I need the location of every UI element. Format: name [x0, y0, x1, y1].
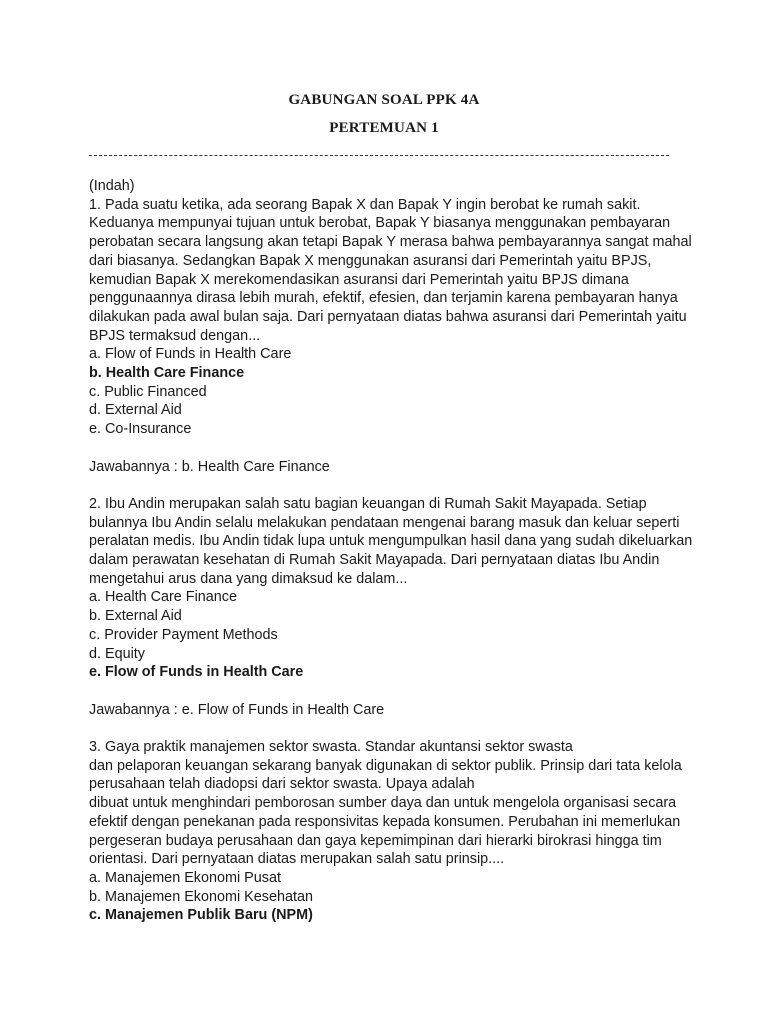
q3-option-a: a. Manajemen Ekonomi Pusat [89, 869, 281, 886]
q1-text-line: kemudian Bapak X merekomendasikan asuransi dari Pemerintah yaitu BPJS dimana [89, 271, 629, 288]
q3-text-line: orientasi. Dari pernyataan diatas merupakan salah satu prinsip.... [89, 851, 505, 868]
q2-option-d: d. Equity [89, 645, 145, 662]
q3-text-line: pergeseran budaya perusahaan dan gaya kepemimpinan dari hierarki birokrasi hingga tim [89, 832, 662, 849]
q2-text-line: dalam perawatan kesehatan di Rumah Sakit Mayapada. Dari pernyataan diatas Ibu Andin [89, 552, 660, 569]
dashed-divider [89, 155, 669, 157]
q1-text-line: 1. Pada suatu ketika, ada seorang Bapak X dan Bapak Y ingin berobat ke rumah sakit. [89, 196, 641, 213]
q2-text-line: peralatan medis. Ibu Andin tidak lupa untuk mengumpulkan hasil dana yang sudah dikeluarkan [89, 533, 693, 550]
q1-option-d: d. External Aid [89, 402, 182, 419]
q1-text-line: BPJS termaksud dengan... [89, 327, 261, 344]
q1-text-line: dari biasanya. Sedangkan Bapak X menggunakan asuransi dari Pemerintah yaitu BPJS, [89, 252, 652, 269]
q3-text-line: dibuat untuk menghindari pemborosan sumber daya dan untuk mengelola organisasi secara [89, 795, 677, 812]
q3-text-line: dan pelaporan keuangan sekarang banyak digunakan di sektor publik. Prinsip dari tata kelola [89, 757, 682, 774]
document-title: GABUNGAN SOAL PPK 4A [288, 92, 480, 108]
q3-text-line: perusahaan telah diadopsi dari sektor swasta. Upaya adalah [89, 776, 475, 793]
q1-text-line: penggunaannya dirasa lebih murah, efektif, efesien, dan terjamin karena pembayaran hanya [89, 290, 678, 307]
q2-option-a: a. Health Care Finance [89, 589, 237, 606]
q2-option-c: c. Provider Payment Methods [89, 626, 278, 643]
q1-text-line: dilakukan pada awal bulan saja. Dari pernyataan diatas bahwa asuransi dari Pemerintah yaitu [89, 308, 687, 325]
q1-answer: Jawabannya : b. Health Care Finance [89, 458, 330, 475]
q1-option-a: a. Flow of Funds in Health Care [89, 346, 292, 363]
spacer [89, 439, 689, 458]
q2-text-line: 2. Ibu Andin merupakan salah satu bagian keuangan di Rumah Sakit Mayapada. Setiap [89, 495, 647, 512]
q3-option-b: b. Manajemen Ekonomi Kesehatan [89, 888, 313, 905]
q2-text-line: mengetahui arus dana yang dimaksud ke dalam... [89, 570, 408, 587]
q1-option-e: e. Co-Insurance [89, 421, 192, 438]
q3-text-line: efektif dengan penekanan pada responsivitas kepada konsumen. Perubahan ini memerlukan [89, 813, 681, 830]
q2-option-e-correct: e. Flow of Funds in Health Care [89, 664, 304, 681]
q1-option-c: c. Public Financed [89, 383, 207, 400]
q2-option-b: b. External Aid [89, 608, 182, 625]
q1-option-b-correct: b. Health Care Finance [89, 365, 245, 382]
document-subtitle: PERTEMUAN 1 [329, 120, 439, 136]
document-body [89, 177, 693, 925]
author-tag: (Indah) [89, 178, 135, 194]
spacer [89, 682, 689, 701]
q1-text-line: Keduanya mempunyai tujuan untuk berobat, Bapak Y biasanya menggunakan pembayaran [89, 215, 671, 232]
q1-text-line: perobatan secara langsung akan tetapi Bapak Y merasa bahwa pembayarannya sangat mahal [89, 234, 692, 251]
spacer [89, 719, 689, 738]
q2-answer: Jawabannya : e. Flow of Funds in Health Care [89, 701, 385, 718]
q3-text-line: 3. Gaya praktik manajemen sektor swasta. Standar akuntansi sektor swasta [89, 739, 573, 756]
spacer [89, 476, 689, 495]
q3-option-c-correct: c. Manajemen Publik Baru (NPM) [89, 907, 313, 924]
q2-text-line: bulannya Ibu Andin selalu melakukan pendataan mengenai barang masuk dan keluar seperti [89, 514, 680, 531]
